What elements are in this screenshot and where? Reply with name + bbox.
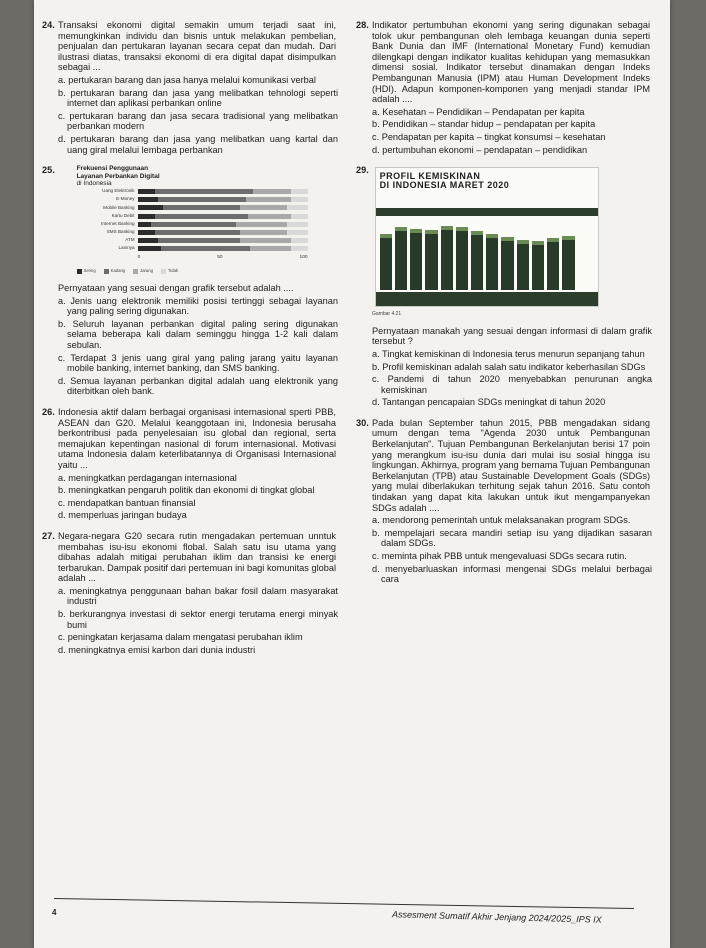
option-c: c. Pandemi di tahun 2020 menyebabkan penurunan angka kemiskinan [372,374,652,395]
bar-segment [155,189,254,194]
bar [501,237,513,290]
bar-segment [161,246,249,251]
bar-label: Mobile Banking [103,204,135,210]
question-27 [42,531,338,656]
bar [380,234,392,290]
question-stem: Transaksi ekonomi digital semakin umum terjadi saat ini, memungkinkan individu dan bisnis untuk melakukan pembelian, penjualan dan pertukaran layanan secara cepat dan mudah. Dari ilustrasi diatas, transaksi ekonomi di era digital dapat disimpulkan sebagai ... [58,20,336,73]
bar [547,238,559,290]
usage-chart [77,165,308,277]
bar-label: SMS Banking [106,229,135,235]
bar-segment [291,197,308,202]
option-a: a. meningkatnya penggunaan bahan bakar fosil dalam masyarakat industri [58,585,338,607]
option-c: c. Pendapatan per kapita – tingkat konsumsi – kesehatan [372,131,606,142]
bar-track [138,222,308,227]
option-d: d. Tantangan pencapaian SDGs meningkat di tahun 2020 [372,397,606,408]
legend-item: Sering [77,266,96,277]
bar-segment [240,230,288,235]
figure-caption: Gambar 4.21 [372,311,402,318]
bar-segment [158,238,240,243]
bar-track [138,230,308,235]
option-b: b. meningkatkan pengaruh politik dan ekonomi di tingkat global [58,485,315,496]
bar-row [77,245,308,253]
chart-bars [77,187,308,253]
option-d: d. memperluas jaringan budaya [58,510,187,521]
bar-segment [287,230,307,235]
question-29 [356,165,652,408]
bar [532,241,544,290]
option-a: a. Tingkat kemiskinan di Indonesia terus menurun sepanjang tahun [372,348,645,359]
bar-track [138,238,308,243]
bar-segment [138,189,155,194]
option-b: b. Seluruh layanan perbankan digital paling sering digunakan selama beberapa kali dalam seminggu hingga 1-2 kali dalam sebulan. [58,318,338,350]
axis-tick: 100 [299,254,308,260]
question-number: 30. [356,417,369,428]
option-c: c. peningkatan kerjasama dalam mengatasi perubahan iklim [58,632,303,643]
bar-segment [236,222,287,227]
question-30 [356,418,652,585]
chart-legend [77,266,308,277]
bar-segment [155,230,240,235]
bar [441,226,453,290]
option-b: b. pertukaran barang dan jasa yang melibatkan tehnologi seperti internet dan aplikasi perbankan online [58,87,338,109]
infographic-subtitle: DI INDONESIA MARET 2020 [379,180,510,191]
bar-segment [158,197,246,202]
bar-segment [291,214,308,219]
infographic-title: PROFIL KEMISKINAN [379,171,481,182]
bar-segment [240,238,291,243]
question-stem: Negara-negara G20 secara rutin mengadakan pertemuan unntuk membahas isu-isu ekonomi flobal. Salah satu isu utama yang dibahas adalah mitigai perubahan iklim dan transisi ke energi terbarukan. Dampak positif dari pertemuan ini bagi komunitas global adalah ... [58,530,336,584]
bar-segment [155,214,249,219]
question-25 [42,165,338,397]
bar-track [138,197,308,202]
bar-segment [287,205,307,210]
bar-segment [151,222,236,227]
option-a: a. Kesehatan – Pendidikan – Pendapatan per kapita [372,106,585,117]
page-number: 4 [52,908,57,917]
bar-track [138,189,308,194]
option-b: b. berkurangnya investasi di sektor energi terutama energi minyak bumi [58,609,338,630]
bar-label: Lainnya [118,245,135,251]
legend-item: Jarang [133,266,153,277]
question-number: 25. [42,165,55,176]
chart-title-line1: Frekuensi Penggunaan [76,165,149,173]
bar-segment [138,214,155,219]
bar-segment [248,214,291,219]
bar-label: Kartu Debit [111,212,135,218]
poverty-profile-infographic [375,167,599,307]
bar [395,227,407,290]
option-b: b. Profil kemiskinan adalah salah satu indikator keberhasilan SDGs [372,361,646,372]
option-a: a. meningkatkan perdagangan internasional [58,472,237,483]
bar-track [138,214,308,219]
question-number: 27. [42,530,55,541]
bar-segment [138,238,158,243]
option-d: d. meningkatnya emisi karbon dari dunia industri [58,644,256,655]
bar-segment [291,238,308,243]
option-d: d. pertukaran barang dan jasa yang melibatkan uang kartal dan uang giral melalui lembaga perbankan [58,133,338,155]
bar-segment [291,246,308,251]
bar [517,240,529,290]
bar [486,234,498,290]
bar-track [138,246,308,251]
option-d: d. Semua layanan perbankan digital adalah uang elektronik yang diterbitkan oleh bank. [58,375,338,397]
bar-segment [253,189,290,194]
option-b: b. Pendidikan – standar hidup – pendapatan per kapita [372,119,596,130]
bar-label: E-Money [116,196,135,202]
footer-note: Assesment Sumatif Akhir Jenjang 2024/2025_IPS IX [391,909,602,925]
question-24 [42,20,338,155]
right-column [356,20,652,595]
question-26 [42,407,338,521]
infographic-band [376,208,598,216]
bar-label: ATM [125,237,135,243]
bar-segment [250,246,291,251]
option-a: a. Jenis uang elektronik memiliki posisi tertinggi sebagai layanan yang paling sering digunakan. [58,295,338,317]
option-a: a. mendorong pemerintah untuk melaksanakan program SDGs. [372,515,631,526]
bar [471,231,483,290]
bar-segment [163,205,240,210]
question-stem: Pada bulan September tahun 2015, PBB mengadakan sidang umum dengan tema "Agenda 2030 untuk Pembangunan Berkelanjutan". Tujuan Pembangunan Berkelanjutan berisi 17 poin yang merangkum isu-isu dunia dari mulai isu sosial hingga isu lingkungan. Akhirnya, program yang bernama Tujuan Pembangunan Berkelanjutan (TPB) atau Sustainable Development Goals (SDGs) yang mulai diberlakukan terhitung sejak tahun 2016. Satu contoh tindakan yang dapat kita lakukan untuk ikut mengampanyekan SDGs adalah .... [372,417,650,513]
bar [410,229,422,291]
bar-track [138,205,308,210]
bar [425,230,437,290]
question-number: 29. [356,165,369,176]
option-c: c. meminta pihak PBB untuk mengevaluasi SDGs secara rutin. [372,551,627,561]
bar [562,236,574,291]
option-c: c. mendapatkan bantuan finansial [58,497,196,508]
bar-segment [138,205,164,210]
bar-segment [138,222,152,227]
question-stem: Pernyataan manakah yang sesuai dengan informasi di dalam grafik tersebut ? [372,325,652,347]
option-d: d. pertumbuhan ekonomi – pendapatan – pendidikan [372,144,588,155]
bar-segment [246,197,290,202]
question-number: 26. [42,406,55,417]
question-stem: Indonesia aktif dalam berbagai organisasi internasional sperti PBB, ASEAN dan G20. Melalui keanggotaan ini, Indonesia berusaha berkontribusi pada penyelesaian isu global dan regional, serta memajukan kepentingan nasional di forum internasional. Motivasi utama Indonesia dalam keterlibatannya di Organisasi Internasional yaitu ... [58,406,336,470]
question-stem: Indikator pertumbuhan ekonomi yang sering digunakan sebagai tolok ukur pembangunan oleh lembaga keuangan dunia seperti Bank Dunia dan IMF (International Monetary Fund) kemudian dilengkapi dengan indikator kualitas kehidupan yang memasukkan dimensi sosial. Indikator tersebut dinamakan dengan Indeks Pembangunan Manusia (IPM) atau Human Development Indeks (HDI). Adapun komponen-komponen yang menjadi standar IPM adalah .... [372,20,650,105]
bar-segment [287,222,307,227]
chart-title-line2: Layanan Perbankan Digital [76,172,160,180]
option-c: c. pertukaran barang dan jasa secara tradisional yang melibatkan perbankan modern [58,110,338,132]
question-number: 24. [42,20,55,30]
question-number: 28. [356,20,369,30]
bar-label: Internet Banking [101,220,135,226]
bar-segment [240,205,288,210]
question-28 [356,20,652,155]
bar-segment [291,189,308,194]
chart-x-axis [138,253,308,264]
question-stem: Pernyataan yang sesuai dengan grafik tersebut adalah .... [58,283,294,294]
option-c: c. Terdapat 3 jenis uang giral yang paling jarang yaitu layanan mobile banking, internet banking, dan SMS banking. [58,352,338,374]
option-b: b. mempelajari secara mandiri setiap isu yang dijadikan sasaran dalam SDGs. [372,527,652,549]
bar-segment [138,246,162,251]
chart-title-line3: di Indonesia [76,179,112,187]
infographic-bars [380,220,575,290]
option-a: a. pertukaran barang dan jasa hanya melalui komunikasi verbal [58,74,316,85]
bar-segment [138,197,158,202]
legend-item: Kadang [104,266,125,277]
option-d: d. menyebarluaskan informasi mengenai SDGs melalui berbagai cara [372,563,652,585]
legend-item: Tidak [161,266,178,277]
bar-segment [138,230,155,235]
bar-label: Uang Elektronik [102,188,135,194]
bar [456,227,468,290]
infographic-footer [376,292,598,306]
left-column [42,20,338,665]
axis-tick: 50 [217,254,223,260]
axis-tick: 0 [137,254,141,260]
